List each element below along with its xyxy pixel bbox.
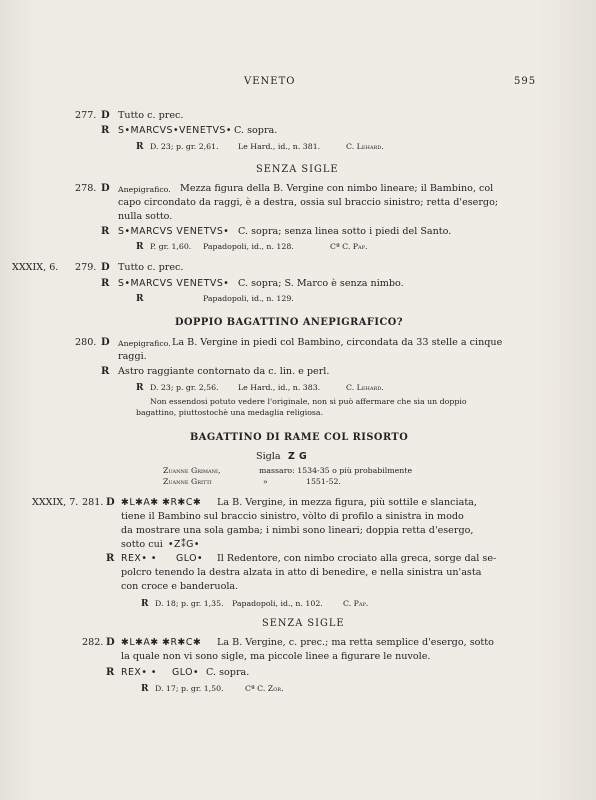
reverse-symbol: R [101, 226, 110, 237]
entry-number: 277. [75, 110, 97, 121]
footnote-text: Non essendosi potuto vedere l'originale, non si può affermare che sia un doppio [150, 397, 467, 406]
section-heading: DOPPIO BAGATTINO ANEPIGRAFICO? [175, 317, 404, 328]
obverse-text: La B. Vergine in piedi col Bambino, circondata da 33 stelle a cinque [172, 337, 503, 348]
ditto-mark: » [263, 477, 268, 486]
exergue-sigla: •Z⁑G• [168, 539, 200, 550]
reference-catalog: Papadopoli, id., n. 129. [203, 294, 294, 303]
reference-symbol: R [136, 242, 144, 252]
entry-number: 282. [82, 637, 104, 648]
reverse-legend: REX• • [121, 667, 157, 678]
official-name: Zuanne Gritti [163, 477, 212, 486]
obverse-note: Anepigrafico. [118, 339, 171, 348]
sigla-label: Sigla [256, 451, 281, 462]
reference-collection: Cª C. Pap. [330, 242, 368, 251]
obverse-legend: ✱L✱A✱ ✱R✱C✱ [121, 497, 202, 508]
reverse-text: C. sopra. [234, 125, 278, 136]
reverse-text: C. sopra; senza linea sotto i piedi del Santo. [238, 226, 452, 237]
reverse-legend: GLO• [172, 667, 200, 678]
reverse-legend: S•MARCVS VENETVS• [118, 278, 230, 289]
reference-catalog: Le Hard., id., n. 383. [238, 383, 321, 392]
obverse-text: raggi. [118, 351, 147, 362]
footnote-text: bagattino, piuttostochè una medaglia religiosa. [136, 408, 324, 417]
obverse-legend: ✱L✱A✱ ✱R✱C✱ [121, 637, 202, 648]
reverse-legend: S•MARCVS•VENETVS• [118, 125, 232, 136]
reverse-text: Astro raggiante contornato da c. lin. e perl. [118, 366, 330, 377]
reverse-symbol: R [101, 366, 110, 377]
reference-collection: C. Lehard. [346, 383, 384, 392]
obverse-symbol: D [106, 497, 115, 508]
reverse-symbol: R [106, 553, 115, 564]
official-description: 1551-52. [306, 477, 341, 486]
reverse-symbol: R [101, 278, 110, 289]
obverse-symbol: D [101, 183, 110, 194]
obverse-text: Tutto c. prec. [118, 262, 184, 273]
obverse-text: nulla sotto. [118, 211, 173, 222]
obverse-symbol: D [101, 337, 110, 348]
running-head: VENETO [244, 76, 296, 87]
obverse-symbol: D [106, 637, 115, 648]
reference-weight: D. 23; p. gr. 2,61. [150, 142, 219, 151]
reference-symbol: R [136, 294, 144, 304]
reference-collection: C. Lehard. [346, 142, 384, 151]
obverse-text: da mostrare una sola gamba; i nimbi sono lineari; doppia retta d'esergo, [121, 525, 474, 536]
reference-symbol: R [136, 383, 144, 393]
reference-collection: C. Pap. [343, 599, 369, 608]
obverse-note: Anepigrafico. [118, 185, 171, 194]
entry-number: 280. [75, 337, 97, 348]
obverse-text: capo circondato da raggi, è a destra, ossia sul braccio sinistro; retta d'esergo; [118, 197, 499, 208]
reference-catalog: Papadopoli, id., n. 128. [203, 242, 294, 251]
reverse-symbol: R [106, 667, 115, 678]
reverse-text: polcro tenendo la destra alzata in atto di benedire, e nella sinistra un'asta [121, 567, 482, 578]
reverse-legend: REX• • [121, 553, 157, 564]
entry-number: 281. [82, 497, 104, 508]
reverse-text: con croce e banderuola. [121, 581, 239, 592]
obverse-symbol: D [101, 110, 110, 121]
reference-weight: D. 18; p. gr. 1,35. [155, 599, 224, 608]
reverse-legend: S•MARCVS VENETVS• [118, 226, 230, 237]
sigla-letters: Z G [288, 451, 308, 462]
official-name: Zuanne Grimani, [163, 466, 221, 475]
reference-weight: P. gr. 1,60. [150, 242, 192, 251]
reference-symbol: R [136, 142, 144, 152]
obverse-text: la quale non vi sono sigle, ma piccole linee a figurare le nuvole. [121, 651, 431, 662]
reverse-text: C. sopra; S. Marco è senza nimbo. [238, 278, 404, 289]
reference-symbol: R [141, 599, 149, 609]
obverse-text: Tutto c. prec. [118, 110, 184, 121]
reference-weight: D. 23; p. gr. 2,56. [150, 383, 219, 392]
reference-catalog: Papadopoli, id., n. 102. [232, 599, 323, 608]
reverse-symbol: R [101, 125, 110, 136]
plate-reference: XXXIX, 7. [32, 497, 79, 508]
reverse-text: C. sopra. [206, 667, 250, 678]
page-number: 595 [514, 76, 537, 87]
reference-catalog: Le Hard., id., n. 381. [238, 142, 321, 151]
reference-symbol: R [141, 684, 149, 694]
obverse-symbol: D [101, 262, 110, 273]
reverse-text: Il Redentore, con nimbo crociato alla greca, sorge dal se- [217, 553, 497, 564]
obverse-text: La B. Vergine, c. prec.; ma retta semplice d'esergo, sotto [217, 637, 494, 648]
reference-weight: D. 17; p. gr. 1,50. [155, 684, 224, 693]
section-heading: SENZA SIGLE [262, 618, 345, 629]
entry-number: 278. [75, 183, 97, 194]
obverse-text: Mezza figura della B. Vergine con nimbo lineare; il Bambino, col [180, 183, 494, 194]
obverse-text: tiene il Bambino sul braccio sinistro, vòlto di profilo a sinistra in modo [121, 511, 464, 522]
reverse-legend: GLO• [176, 553, 204, 564]
reference-collection: Cª C. Zor. [245, 684, 284, 693]
section-heading: SENZA SIGLE [256, 164, 339, 175]
section-heading: BAGATTINO DI RAME COL RISORTO [190, 432, 409, 443]
obverse-text: La B. Vergine, in mezza figura, più sottile e slanciata, [217, 497, 477, 508]
obverse-text: sotto cui [121, 539, 163, 550]
official-description: massaro: 1534-35 o più probabilmente [259, 466, 413, 475]
entry-number: 279. [75, 262, 97, 273]
plate-reference: XXXIX, 6. [12, 262, 59, 273]
